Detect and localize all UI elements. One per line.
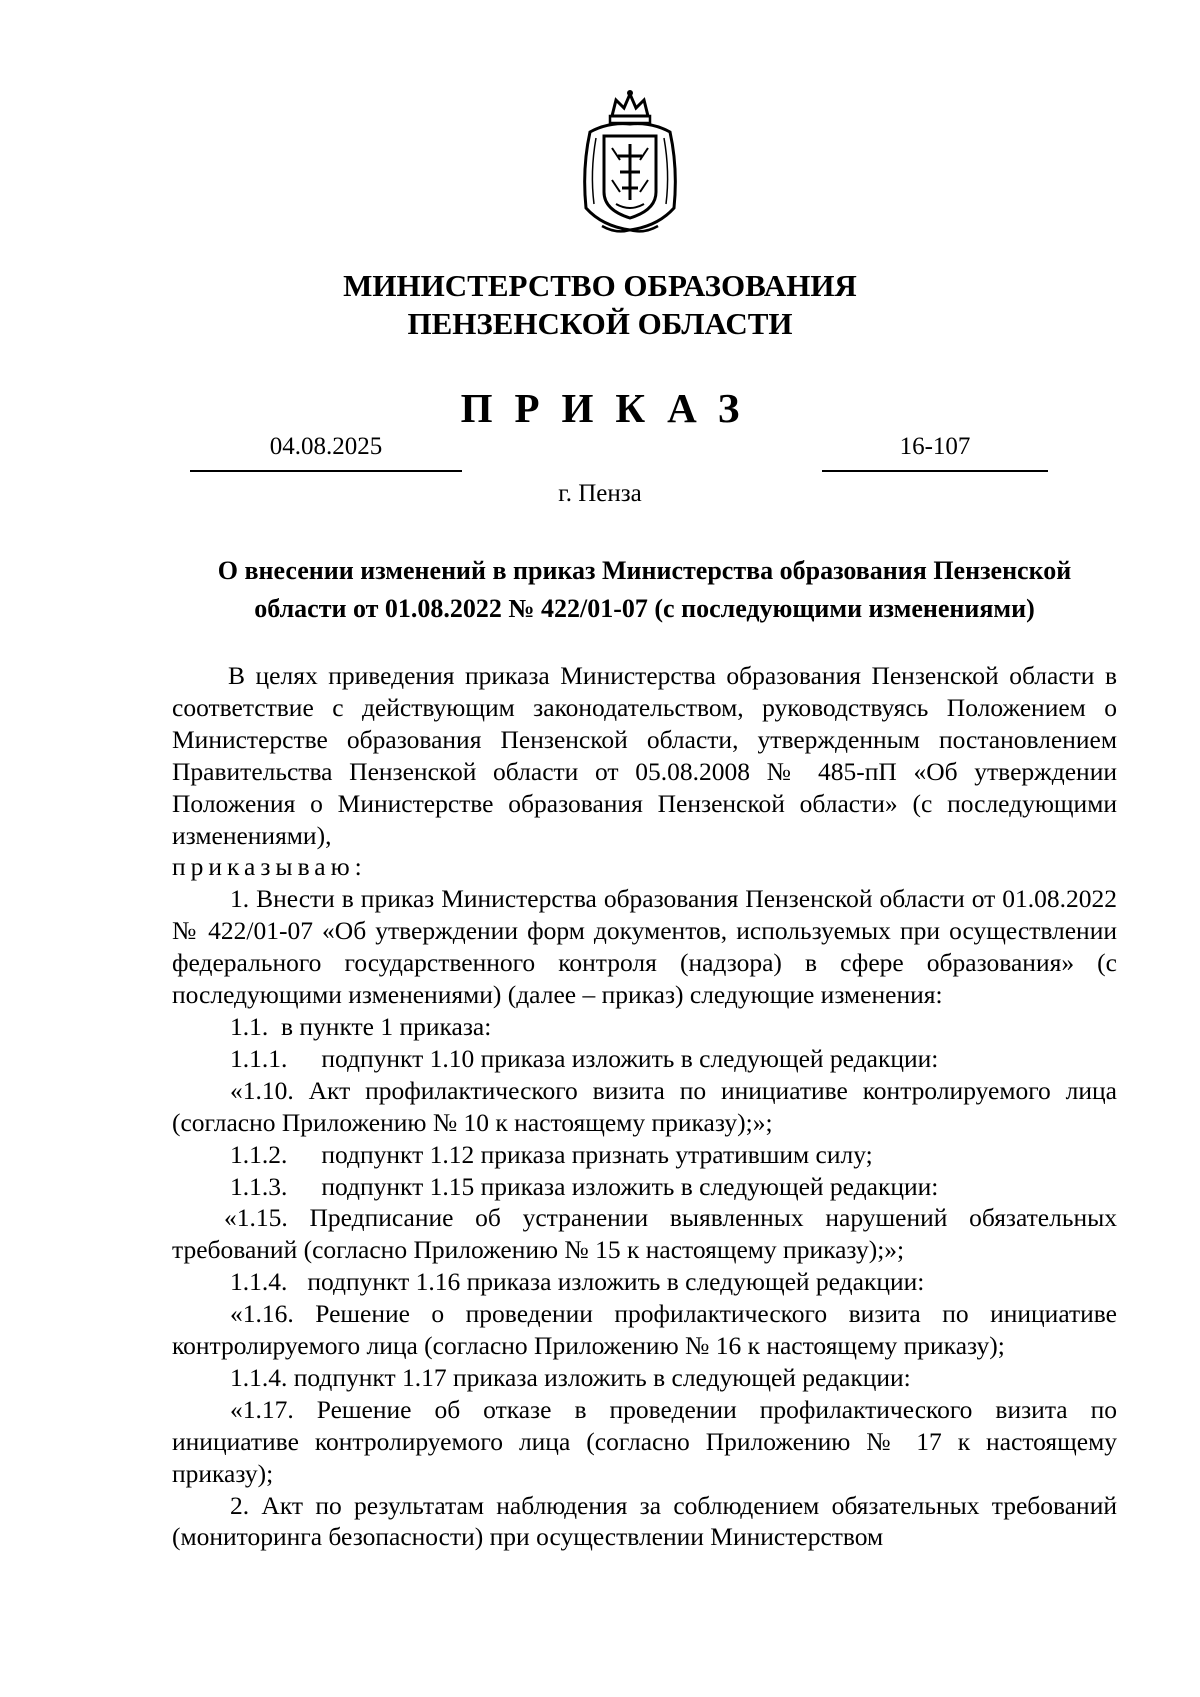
quote-1-10: «1.10. Акт профилактического визита по инициативе контролируемого лица (согласно Приложению № 10 к настоящему приказу);»; [172, 1075, 1117, 1137]
item-number: 1.1.3. [230, 1171, 288, 1201]
order-number: 16-107 [899, 433, 971, 460]
paragraph-2: 2. Акт по результатам наблюдения за соблюдением обязательных требований (мониторинга безопасности) при осуществлении Министерством [172, 1490, 1117, 1552]
order-word-line [172, 851, 1117, 883]
order-body [172, 660, 1117, 1553]
item-number: 1.1.4. [230, 1267, 288, 1297]
item-text: подпункт 1.15 приказа изложить в следующей редакции: [321, 1171, 939, 1201]
paragraph-1-1-4a [172, 1266, 1117, 1298]
document-type: ПРИКАЗ [460, 385, 762, 431]
paragraph-1-1: 1.1. в пункте 1 приказа: [230, 1011, 492, 1041]
item-text: подпункт 1.16 приказа изложить в следующей редакции: [307, 1267, 925, 1297]
city: г. Пенза [558, 480, 642, 507]
order-title: О внесении изменений в приказ Министерства образования Пензенской области от 01.08.2022 № 422/01-07 (с последующими изменениями) [217, 556, 1072, 623]
ministry-name-line1: МИНИСТЕРСТВО ОБРАЗОВАНИЯ [343, 268, 857, 303]
paragraph-1-1-4b: 1.1.4. подпункт 1.17 приказа изложить в следующей редакции: [230, 1362, 911, 1392]
paragraph-1-1-3 [172, 1171, 1117, 1203]
quote-1-15: «1.15. Предписание об устранении выявленных нарушений обязательных требований (согласно Приложению № 15 к настоящему приказу);»; [172, 1203, 1117, 1265]
order-date: 04.08.2025 [269, 433, 383, 460]
date-underline [190, 470, 462, 472]
preamble [172, 660, 1117, 851]
item-number: 1.1.2. [230, 1139, 288, 1169]
item-number: 1.1.1. [230, 1043, 288, 1073]
number-underline [822, 470, 1048, 472]
order-word: приказываю: [172, 852, 367, 882]
paragraph-1-1-2 [172, 1139, 1117, 1171]
paragraph-1: 1. Внести в приказ Министерства образования Пензенской области от 01.08.2022 № 422/01-07 «Об утверждении форм документов, используемых при осуществлении федерального государственного контроля (надзора) в сфере образования» (с последующими изменениями) (далее – приказ) следующие изменения: [172, 884, 1117, 1010]
preamble-text: В целях приведения приказа Министерства образования Пензенской области в соответствие с действующим законодательством, руководствуясь Положением о Министерстве образования Пензенской области, утвержденным постановлением Правительства Пензенской области от 05.08.2008 № 485-пП «Об утверждении Положения о Министерстве образования Пензенской области» (с последующими изменениями), [172, 661, 1117, 850]
item-text: подпункт 1.10 приказа изложить в следующей редакции: [321, 1043, 939, 1073]
quote-1-16: «1.16. Решение о проведении профилактического визита по инициативе контролируемого лица (согласно Приложению № 16 к настоящему приказу); [172, 1299, 1117, 1361]
quote-1-17: «1.17. Решение об отказе в проведении профилактического визита по инициативе контролируемого лица (согласно Приложению № 17 к настоящему приказу); [172, 1394, 1117, 1488]
item-text: подпункт 1.12 приказа признать утратившим силу; [321, 1139, 873, 1169]
coat-of-arms-icon [572, 88, 688, 238]
ministry-name-line2: ПЕНЗЕНСКОЙ ОБЛАСТИ [407, 306, 793, 341]
paragraph-1-1-1 [172, 1043, 1117, 1075]
